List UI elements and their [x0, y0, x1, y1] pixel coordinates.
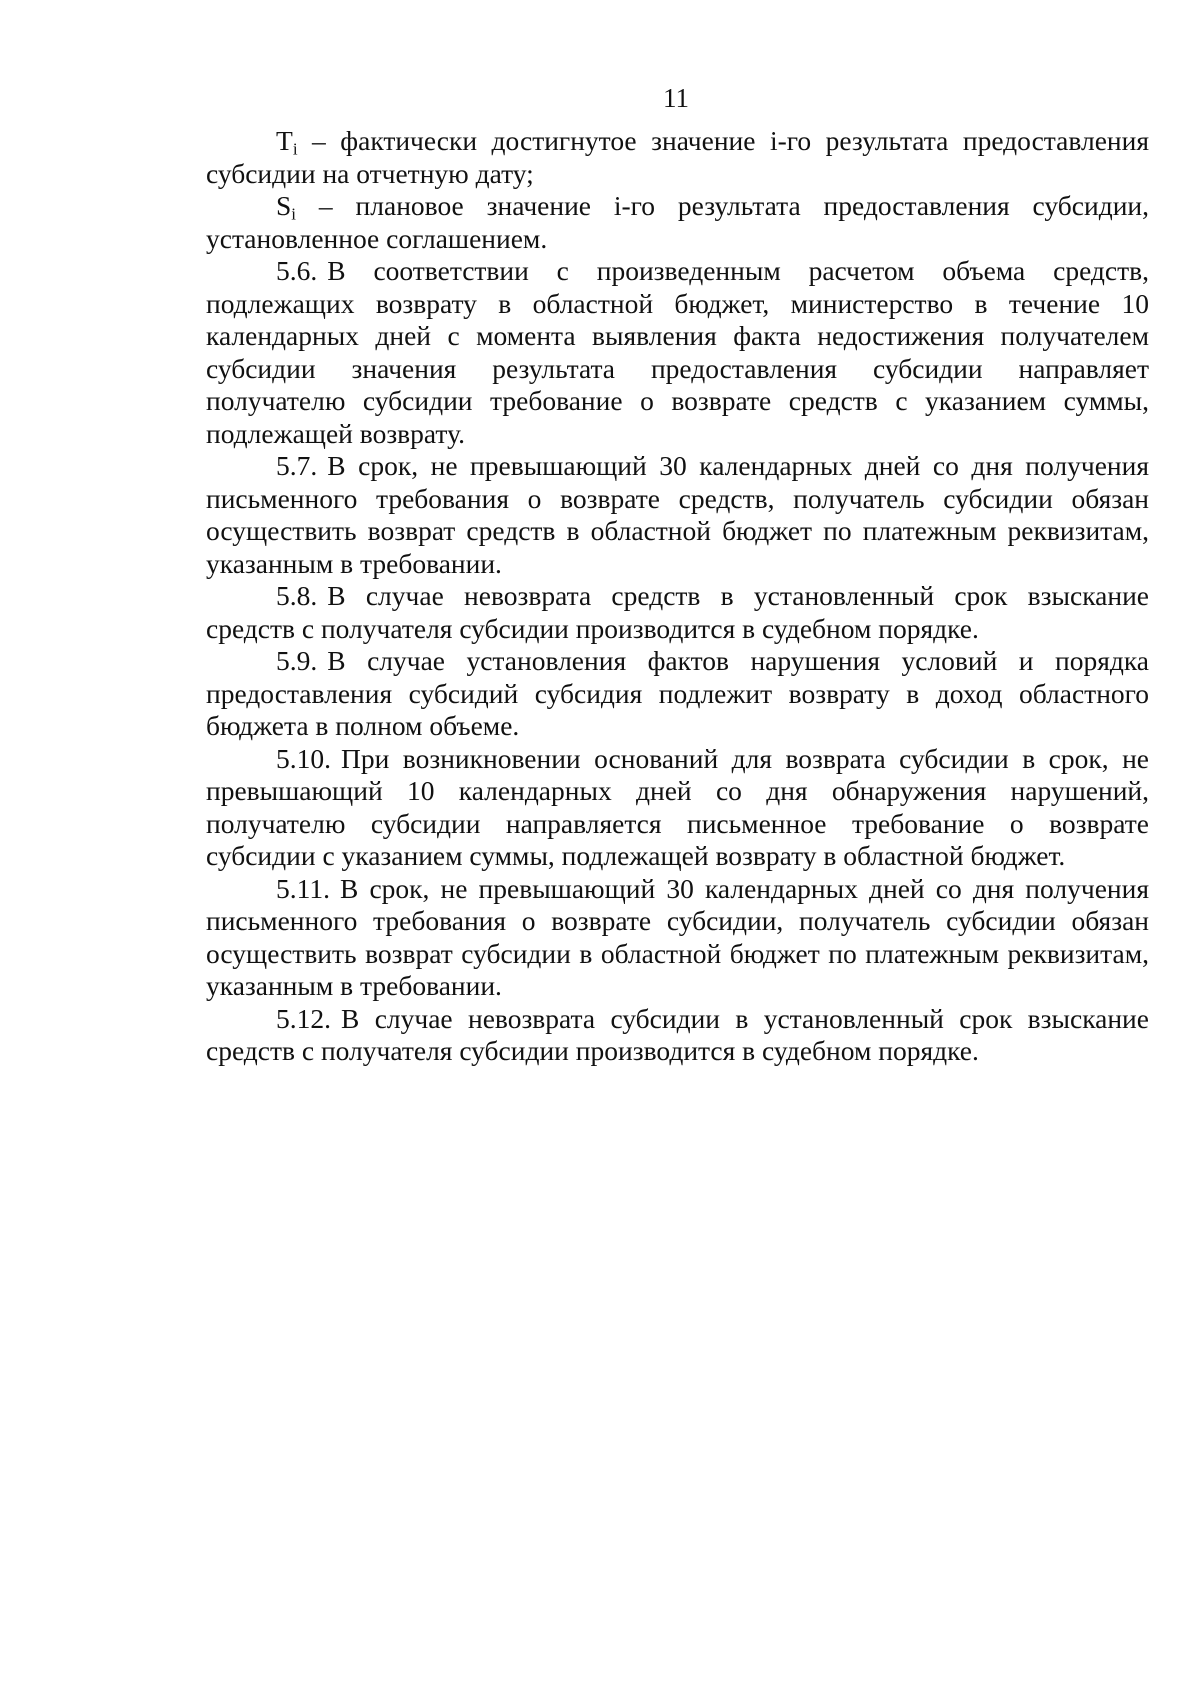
formula-definition-s	[206, 190, 1149, 255]
page-number: 11	[663, 83, 689, 113]
formula-symbol: S	[276, 190, 292, 221]
formula-definition-text: – плановое значение i-го результата предоставления субсидии, установленное соглашением.	[206, 190, 1150, 254]
clause-number: 5.8.	[276, 580, 318, 611]
formula-definition-text: – фактически достигнутое значение i-го результата предоставления субсидии на отчетную дату;	[206, 125, 1149, 189]
formula-subscript: i	[292, 139, 298, 159]
clause-text: В случае установления фактов нарушения условий и порядка предоставления субсидий субсидия подлежит возврату в доход областного бюджета в полном объеме.	[206, 645, 1149, 741]
clause-number: 5.9.	[276, 645, 318, 676]
clause-5-10	[206, 743, 1149, 873]
clause-5-6	[206, 255, 1149, 450]
clause-5-8	[206, 580, 1149, 645]
clause-text: В срок, не превышающий 30 календарных дней со дня получения письменного требования о возврате субсидии, получатель субсидии обязан осуществить возврат субсидии в областной бюджет по платежным реквизитам, указанным в требовании.	[206, 872, 1149, 1001]
clause-text: В срок, не превышающий 30 календарных дней со дня получения письменного требования о возврате средств, получатель субсидии обязан осуществить возврат средств в областной бюджет по платежным реквизитам, указанным в требовании.	[206, 450, 1149, 579]
clause-5-12	[206, 1003, 1149, 1068]
clause-number: 5.12.	[276, 1002, 331, 1034]
formula-definition-t	[206, 125, 1149, 190]
clause-text: В соответствии с произведенным расчетом объема средств, подлежащих возврату в областной бюджет, министерство в течение 10 календарных дней с момента выявления факта недостижения получателем субсидии значения результата предоставления субсидии направляет получателю субсидии требование о возврате средств с указанием суммы, подлежащей возврату.	[206, 255, 1149, 449]
clause-number: 5.7.	[276, 450, 318, 481]
formula-subscript: i	[291, 204, 297, 224]
clause-number: 5.10.	[276, 742, 331, 774]
clause-5-11	[206, 873, 1149, 1003]
clause-number: 5.11.	[276, 872, 330, 904]
formula-symbol: T	[276, 125, 293, 156]
clause-text: В случае невозврата субсидии в установленный срок взыскание средств с получателя субсидии производится в судебном порядке.	[206, 1002, 1149, 1066]
clause-number: 5.6.	[276, 255, 318, 286]
clause-text: В случае невозврата средств в установленный срок взыскание средств с получателя субсидии производится в судебном порядке.	[206, 580, 1149, 644]
document-body	[206, 125, 1149, 1068]
clause-5-7	[206, 450, 1149, 580]
clause-5-9	[206, 645, 1149, 743]
clause-text: При возникновении оснований для возврата субсидии в срок, не превышающий 10 календарных дней со дня обнаружения нарушений, получателю субсидии направляется письменное требование о возврате субсидии с указанием суммы, подлежащей возврату в областной бюджет.	[206, 742, 1149, 871]
